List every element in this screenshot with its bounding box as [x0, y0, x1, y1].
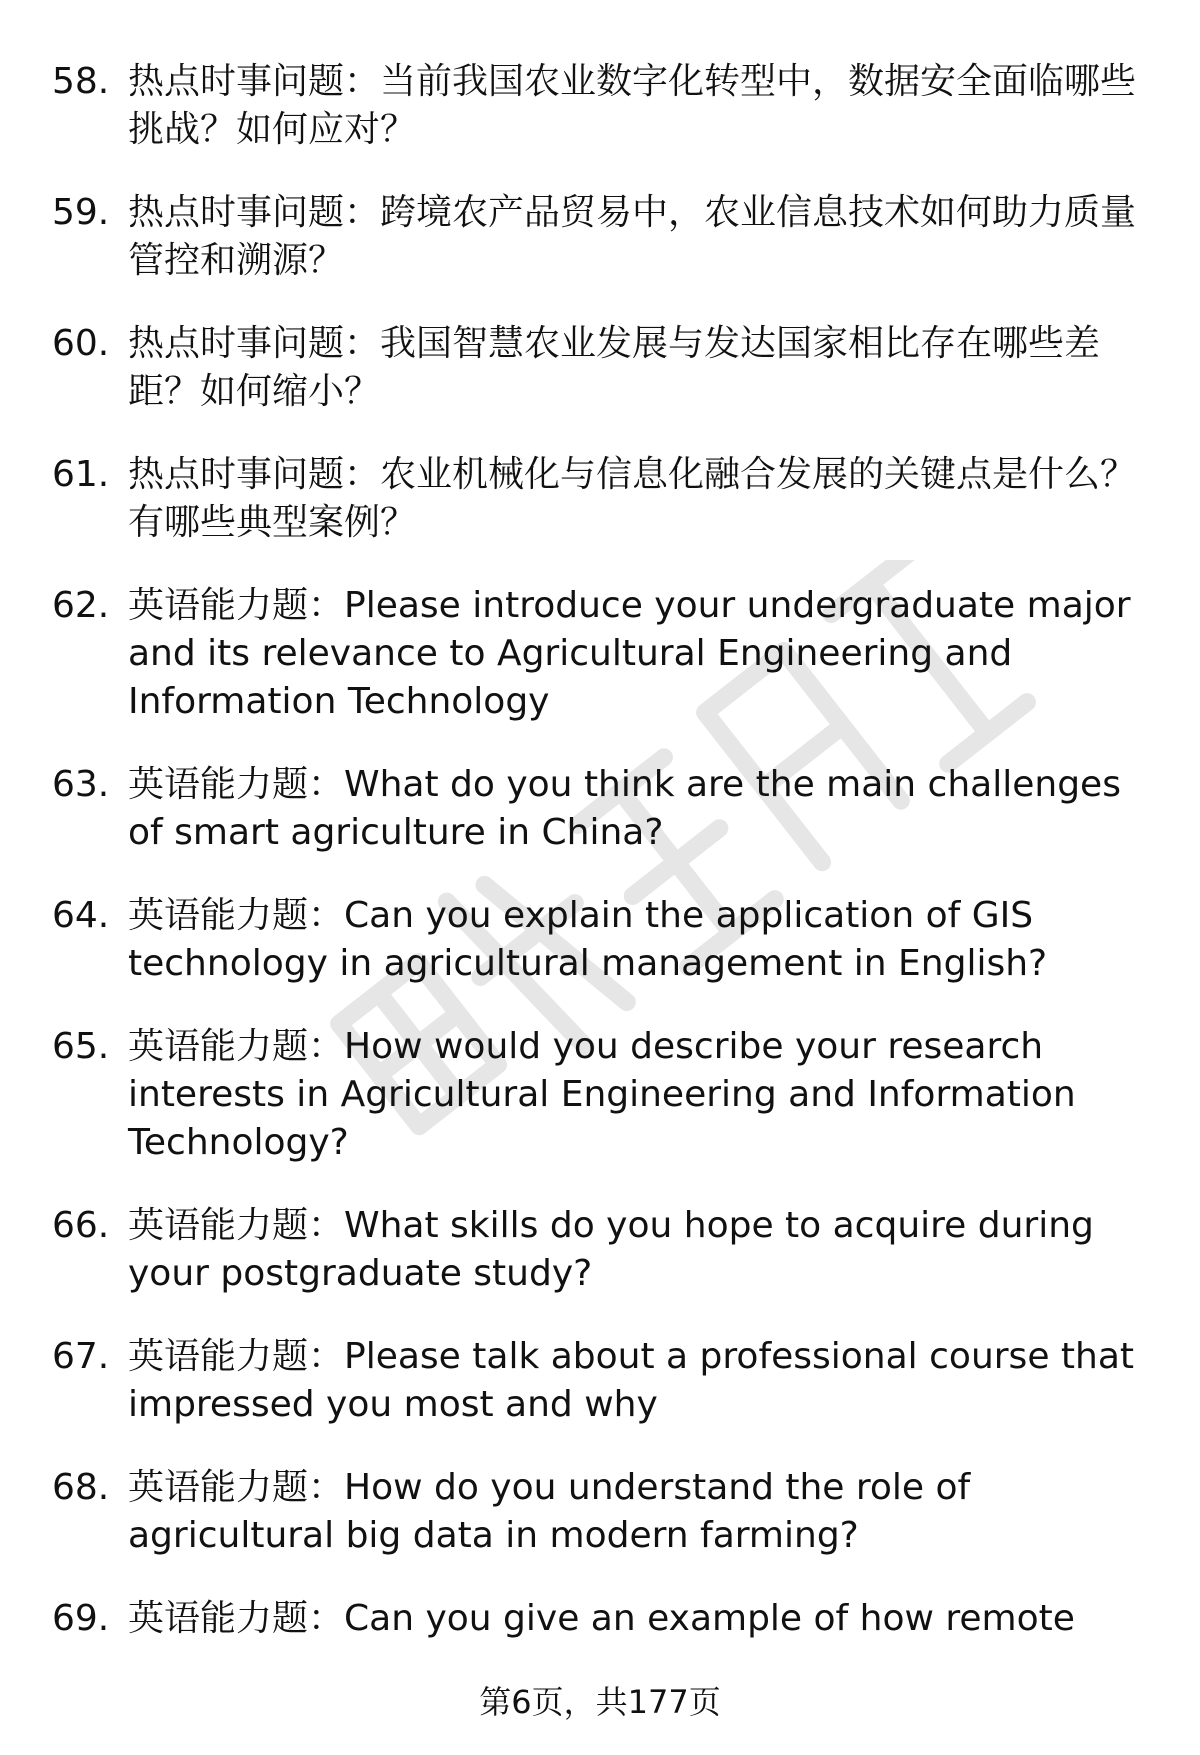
question-number: 66.	[52, 1205, 110, 1246]
question-list	[52, 58, 1162, 1678]
list-item	[52, 58, 1162, 154]
list-item	[52, 582, 1162, 726]
question-number: 64.	[52, 895, 110, 936]
question-text: 英语能力题：Can you explain the application of GIS technology in agricultural management in English?	[128, 895, 1048, 984]
list-item	[52, 1595, 1162, 1643]
page-footer: 第6页，共177页	[479, 1683, 721, 1721]
question-number: 63.	[52, 764, 110, 805]
question-number: 59.	[52, 192, 110, 233]
question-text: 英语能力题：Can you give an example of how remote	[128, 1598, 1075, 1639]
question-number: 60.	[52, 323, 110, 364]
question-number: 58.	[52, 61, 110, 102]
question-number: 61.	[52, 454, 110, 495]
list-item	[52, 892, 1162, 988]
question-text: 英语能力题：Please introduce your undergraduate major and its relevance to Agricultural Engineering and Information Technology	[128, 585, 1131, 722]
list-item	[52, 1202, 1162, 1298]
list-item	[52, 1464, 1162, 1560]
list-item	[52, 189, 1162, 285]
question-number: 65.	[52, 1026, 110, 1067]
question-text: 英语能力题：Please talk about a professional course that impressed you most and why	[128, 1336, 1135, 1425]
question-text: 热点时事问题：农业机械化与信息化融合发展的关键点是什么？有哪些典型案例？	[128, 454, 1137, 543]
question-number: 67.	[52, 1336, 110, 1377]
question-number: 68.	[52, 1467, 110, 1508]
list-item	[52, 1333, 1162, 1429]
question-text: 英语能力题：How do you understand the role of agricultural big data in modern farming?	[128, 1467, 971, 1556]
question-text: 英语能力题：What do you think are the main challenges of smart agriculture in China?	[128, 764, 1121, 853]
question-text: 热点时事问题：我国智慧农业发展与发达国家相比存在哪些差距？如何缩小？	[128, 323, 1101, 412]
question-number: 62.	[52, 585, 110, 626]
question-text: 英语能力题：How would you describe your research interests in Agricultural Engineering and Information Technology?	[128, 1026, 1076, 1163]
question-number: 69.	[52, 1598, 110, 1639]
list-item	[52, 320, 1162, 416]
question-text: 热点时事问题：跨境农产品贸易中，农业信息技术如何助力质量管控和溯源？	[128, 192, 1137, 281]
list-item	[52, 761, 1162, 857]
question-text: 英语能力题：What skills do you hope to acquire during your postgraduate study?	[128, 1205, 1094, 1294]
list-item	[52, 1023, 1162, 1167]
question-text: 热点时事问题：当前我国农业数字化转型中，数据安全面临哪些挑战？如何应对？	[128, 61, 1137, 150]
list-item	[52, 451, 1162, 547]
